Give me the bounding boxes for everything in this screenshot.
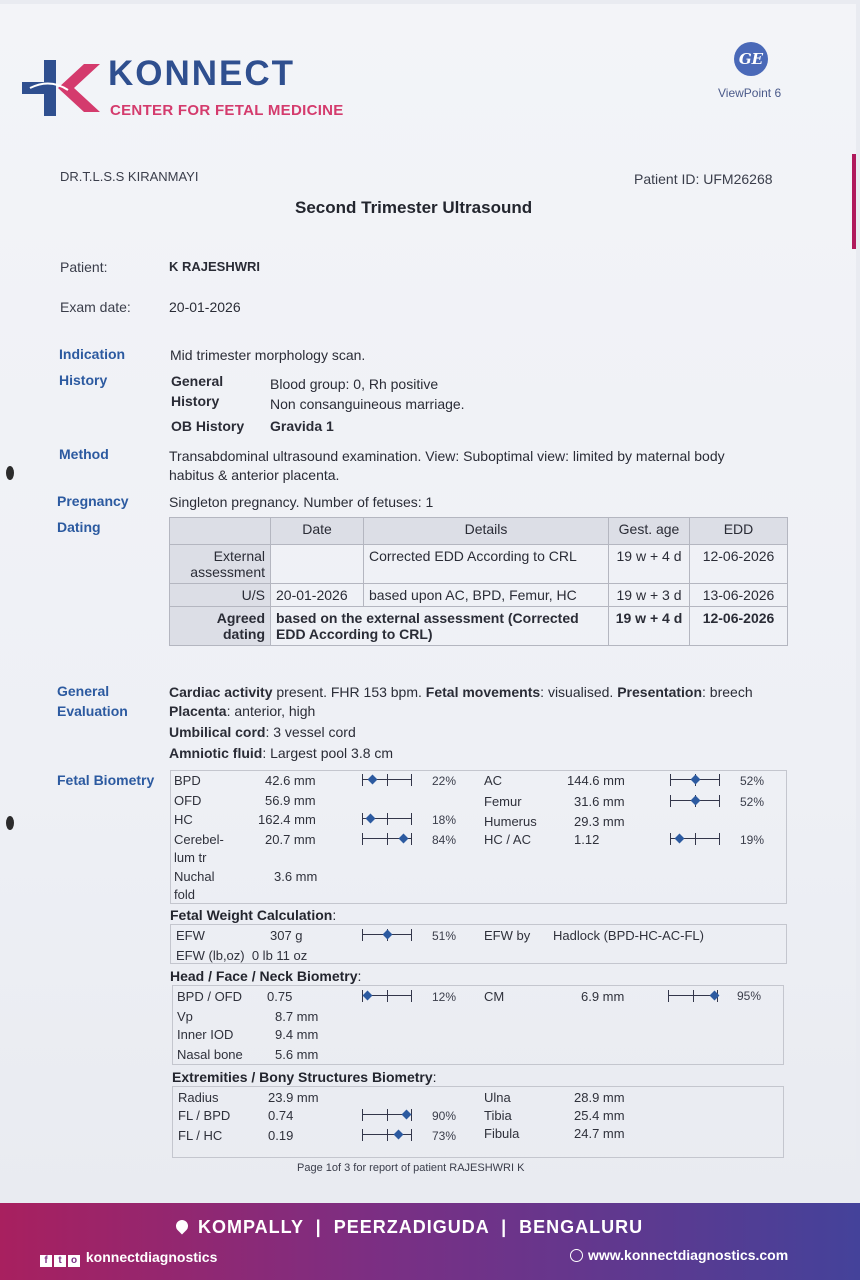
pregnancy-label: Pregnancy bbox=[57, 493, 129, 509]
gauge-marker bbox=[691, 796, 701, 806]
fl-hc-gauge bbox=[362, 1129, 412, 1141]
fluid-text: : Largest pool 3.8 cm bbox=[262, 745, 394, 761]
facebook-icon: f bbox=[40, 1255, 52, 1267]
fl-bpd-gauge bbox=[362, 1109, 412, 1121]
fibula-label: Fibula bbox=[484, 1126, 520, 1141]
hc-gauge bbox=[362, 813, 412, 825]
method-label: Method bbox=[59, 446, 109, 462]
row-label-line: dating bbox=[223, 626, 265, 642]
page-edge-accent bbox=[852, 154, 856, 249]
gauge-tick bbox=[411, 833, 412, 845]
gauge-marker bbox=[363, 991, 373, 1001]
exam-date-label: Exam date: bbox=[60, 299, 131, 315]
cerebellum-gauge bbox=[362, 833, 412, 845]
globe-icon bbox=[570, 1249, 583, 1262]
gauge-tick bbox=[670, 795, 671, 807]
bpd-label: BPD bbox=[174, 773, 201, 788]
row-date bbox=[271, 545, 364, 584]
cerebellum-label: Cerebel- bbox=[174, 832, 224, 847]
placenta-label: Placenta bbox=[169, 703, 227, 719]
gauge-tick bbox=[387, 990, 388, 1002]
gauge-marker bbox=[402, 1110, 412, 1120]
vp-value: 8.7 mm bbox=[275, 1009, 319, 1024]
cord-text: : 3 vessel cord bbox=[265, 724, 356, 740]
ob-history-value: Gravida 1 bbox=[270, 418, 334, 434]
movements-text: : visualised. bbox=[540, 684, 618, 700]
gauge-tick bbox=[670, 833, 671, 845]
tibia-value: 25.4 mm bbox=[574, 1108, 625, 1123]
efw-gauge bbox=[362, 929, 412, 941]
row-ga: 19 w + 3 d bbox=[609, 584, 690, 607]
method-line-2: habitus & anterior placenta. bbox=[169, 467, 340, 483]
konnect-logo-icon bbox=[22, 60, 102, 116]
fl-bpd-value: 0.74 bbox=[268, 1108, 294, 1123]
social-handle bbox=[40, 1249, 217, 1267]
row-date: 20-01-2026 bbox=[271, 584, 364, 607]
cardiac-text: present. FHR 153 bpm. bbox=[272, 684, 426, 700]
gauge-marker bbox=[382, 930, 392, 940]
ulna-value: 28.9 mm bbox=[574, 1090, 625, 1105]
row-details: based upon AC, BPD, Femur, HC bbox=[364, 584, 609, 607]
table-header: Details bbox=[364, 518, 609, 545]
instagram-icon: o bbox=[68, 1255, 80, 1267]
fetal-weight-heading bbox=[170, 907, 336, 923]
gauge-marker bbox=[393, 1130, 403, 1140]
heading-colon: : bbox=[332, 907, 337, 923]
row-details: based on the external assessment (Corrected EDD According to CRL) bbox=[271, 607, 609, 646]
cm-gauge bbox=[668, 990, 718, 1002]
ob-history-label: OB History bbox=[171, 418, 245, 434]
dating-label: Dating bbox=[57, 519, 101, 535]
device-name: ViewPoint 6 bbox=[718, 86, 782, 100]
table-row bbox=[170, 584, 788, 607]
bpd-percentile: 22% bbox=[432, 774, 457, 788]
head-face-heading bbox=[170, 968, 361, 984]
heading-colon: : bbox=[432, 1069, 437, 1085]
efw-by-value: Hadlock (BPD-HC-AC-FL) bbox=[553, 928, 704, 943]
humerus-value: 29.3 mm bbox=[574, 814, 625, 829]
vp-label: Vp bbox=[177, 1009, 193, 1024]
gauge-marker bbox=[399, 834, 409, 844]
ge-logo-icon: GE bbox=[734, 42, 768, 76]
website-link[interactable]: www.konnectdiagnostics.com bbox=[588, 1247, 789, 1263]
table-header-row bbox=[170, 518, 788, 545]
locations-text: KOMPALLY | PEERZADIGUDA | BENGALURU bbox=[198, 1217, 644, 1237]
fl-hc-label: FL / HC bbox=[178, 1128, 223, 1143]
fl-bpd-label: FL / BPD bbox=[178, 1108, 231, 1123]
table-header bbox=[170, 518, 271, 545]
table-header: EDD bbox=[690, 518, 788, 545]
fibula-value: 24.7 mm bbox=[574, 1126, 625, 1141]
fluid-label: Amniotic fluid bbox=[169, 745, 263, 761]
fetal-weight-heading-text: Fetal Weight Calculation bbox=[170, 907, 333, 923]
radius-label: Radius bbox=[178, 1090, 219, 1105]
hcac-value: 1.12 bbox=[574, 832, 600, 847]
cord-label: Umbilical cord bbox=[169, 724, 266, 740]
gauge-tick bbox=[362, 1109, 363, 1121]
placenta-line bbox=[169, 703, 315, 719]
gauge-tick bbox=[411, 774, 412, 786]
bpd-value: 42.6 mm bbox=[265, 773, 316, 788]
cerebellum-label-2: lum tr bbox=[174, 850, 207, 865]
row-label: U/S bbox=[170, 584, 271, 607]
cm-label: CM bbox=[484, 989, 505, 1004]
report-title: Second Trimester Ultrasound bbox=[295, 198, 533, 217]
cerebellum-percentile: 84% bbox=[432, 833, 457, 847]
femur-gauge bbox=[670, 795, 720, 807]
dating-table bbox=[169, 517, 788, 646]
gauge-marker bbox=[691, 775, 701, 785]
gauge-tick bbox=[411, 929, 412, 941]
bpd-ofd-value: 0.75 bbox=[267, 989, 293, 1004]
gauge-tick bbox=[670, 774, 671, 786]
logo-subtitle: CENTER FOR FETAL MEDICINE bbox=[110, 102, 344, 119]
ofd-label: OFD bbox=[174, 793, 202, 808]
hc-percentile: 18% bbox=[432, 813, 457, 827]
patient-name: K RAJESHWRI bbox=[169, 259, 261, 274]
cm-value: 6.9 mm bbox=[581, 989, 625, 1004]
gauge-tick bbox=[387, 1109, 388, 1121]
gauge-tick bbox=[719, 774, 720, 786]
row-label-line: External bbox=[213, 548, 265, 564]
patient-id: Patient ID: UFM26268 bbox=[634, 171, 773, 187]
presentation-label: Presentation bbox=[617, 684, 703, 700]
gauge-tick bbox=[387, 774, 388, 786]
efw-lb-oz: EFW (lb,oz) 0 lb 11 oz bbox=[176, 948, 308, 963]
gauge-tick bbox=[411, 1109, 412, 1121]
twitter-icon: t bbox=[54, 1255, 66, 1267]
gauge-tick bbox=[387, 1129, 388, 1141]
gauge-tick bbox=[362, 1129, 363, 1141]
pregnancy-value: Singleton pregnancy. Number of fetuses: 1 bbox=[169, 494, 434, 510]
gauge-tick bbox=[362, 774, 363, 786]
gauge-marker bbox=[366, 814, 376, 824]
hcac-label: HC / AC bbox=[484, 832, 531, 847]
bpd-gauge bbox=[362, 774, 412, 786]
punch-hole bbox=[6, 816, 14, 830]
doctor-name: DR.T.L.S.S KIRANMAYI bbox=[60, 169, 199, 184]
fl-hc-value: 0.19 bbox=[268, 1128, 294, 1143]
efw-value: 307 g bbox=[270, 928, 303, 943]
gauge-tick bbox=[668, 990, 669, 1002]
nasal-bone-label: Nasal bone bbox=[177, 1047, 243, 1062]
ac-value: 144.6 mm bbox=[567, 773, 625, 788]
bpd-ofd-gauge bbox=[362, 990, 412, 1002]
gauge-tick bbox=[362, 833, 363, 845]
table-header: Date bbox=[271, 518, 364, 545]
presentation-text: : breech bbox=[702, 684, 753, 700]
gauge-tick bbox=[693, 990, 694, 1002]
efw-by-label: EFW by bbox=[484, 928, 531, 943]
row-label-line: Agreed bbox=[216, 610, 265, 626]
movements-label: Fetal movements bbox=[425, 684, 541, 700]
method-line-1: Transabdominal ultrasound examination. View: Suboptimal view: limited by maternal body bbox=[169, 448, 725, 464]
ulna-label: Ulna bbox=[484, 1090, 511, 1105]
gauge-tick bbox=[719, 833, 720, 845]
indication-label: Indication bbox=[59, 346, 126, 362]
location-pin-icon bbox=[174, 1218, 191, 1235]
bpd-ofd-label: BPD / OFD bbox=[177, 989, 243, 1004]
gauge-marker bbox=[674, 834, 684, 844]
femur-percentile: 52% bbox=[740, 795, 765, 809]
nuchal-label: Nuchal bbox=[174, 869, 215, 884]
row-edd: 12-06-2026 bbox=[690, 545, 788, 584]
row-ga: 19 w + 4 d bbox=[609, 545, 690, 584]
website bbox=[570, 1247, 788, 1263]
row-edd: 13-06-2026 bbox=[690, 584, 788, 607]
table-header: Gest. age bbox=[609, 518, 690, 545]
marriage-history: Non consanguineous marriage. bbox=[270, 396, 465, 412]
radius-value: 23.9 mm bbox=[268, 1090, 319, 1105]
footer-banner bbox=[0, 1203, 860, 1280]
fl-bpd-percentile: 90% bbox=[432, 1109, 457, 1123]
general-eval-label-2: Evaluation bbox=[57, 703, 128, 719]
ac-percentile: 52% bbox=[740, 774, 765, 788]
row-edd: 12-06-2026 bbox=[690, 607, 788, 646]
gauge-marker bbox=[368, 775, 378, 785]
cm-percentile: 95% bbox=[737, 989, 762, 1003]
cardiac-line bbox=[169, 684, 753, 700]
extremities-heading bbox=[172, 1069, 437, 1085]
row-ga: 19 w + 4 d bbox=[609, 607, 690, 646]
humerus-label: Humerus bbox=[484, 814, 537, 829]
logo-wordmark: KONNECT bbox=[108, 54, 296, 93]
inner-iod-value: 9.4 mm bbox=[275, 1027, 319, 1042]
table-row bbox=[170, 545, 788, 584]
cerebellum-value: 20.7 mm bbox=[265, 832, 316, 847]
nuchal-value: 3.6 mm bbox=[274, 869, 318, 884]
table-row bbox=[170, 607, 788, 646]
gauge-tick bbox=[362, 813, 363, 825]
inner-iod-label: Inner IOD bbox=[177, 1027, 234, 1042]
social-handle-text: konnectdiagnostics bbox=[85, 1249, 218, 1265]
ac-label: AC bbox=[484, 773, 503, 788]
cord-line bbox=[169, 724, 356, 740]
femur-value: 31.6 mm bbox=[574, 794, 625, 809]
row-label bbox=[170, 607, 271, 646]
gauge-tick bbox=[695, 833, 696, 845]
gauge-tick bbox=[362, 929, 363, 941]
extremities-heading-text: Extremities / Bony Structures Biometry bbox=[172, 1069, 433, 1085]
gauge-tick bbox=[411, 813, 412, 825]
gauge-tick bbox=[387, 813, 388, 825]
bpd-ofd-percentile: 12% bbox=[432, 990, 457, 1004]
patient-label: Patient: bbox=[60, 259, 108, 275]
row-label-line: assessment bbox=[190, 564, 265, 580]
page-footer-note: Page 1of 3 for report of patient RAJESHWRI K bbox=[297, 1162, 525, 1174]
row-details: Corrected EDD According to CRL bbox=[364, 545, 609, 584]
head-face-heading-text: Head / Face / Neck Biometry bbox=[170, 968, 358, 984]
hc-label: HC bbox=[174, 812, 193, 827]
efw-percentile: 51% bbox=[432, 929, 457, 943]
exam-date-value: 20-01-2026 bbox=[169, 299, 241, 315]
femur-label: Femur bbox=[484, 794, 522, 809]
hcac-gauge bbox=[670, 833, 720, 845]
blood-group: Blood group: 0, Rh positive bbox=[270, 376, 439, 392]
fluid-line bbox=[169, 745, 393, 761]
heading-colon: : bbox=[357, 968, 362, 984]
locations-line bbox=[176, 1217, 643, 1238]
general-history-label-2: History bbox=[171, 393, 220, 409]
ofd-value: 56.9 mm bbox=[265, 793, 316, 808]
row-label bbox=[170, 545, 271, 584]
placenta-text: : anterior, high bbox=[226, 703, 316, 719]
report-page bbox=[0, 4, 856, 1280]
hcac-percentile: 19% bbox=[740, 833, 765, 847]
history-label: History bbox=[59, 372, 108, 388]
fl-hc-percentile: 73% bbox=[432, 1129, 457, 1143]
ac-gauge bbox=[670, 774, 720, 786]
efw-label: EFW bbox=[176, 928, 205, 943]
indication-value: Mid trimester morphology scan. bbox=[170, 347, 366, 363]
fetal-biometry-label: Fetal Biometry bbox=[57, 772, 155, 788]
extremities-box bbox=[172, 1086, 784, 1158]
punch-hole bbox=[6, 466, 14, 480]
tibia-label: Tibia bbox=[484, 1108, 512, 1123]
gauge-tick bbox=[411, 990, 412, 1002]
gauge-tick bbox=[411, 1129, 412, 1141]
nasal-bone-value: 5.6 mm bbox=[275, 1047, 319, 1062]
nuchal-label-2: fold bbox=[174, 887, 195, 902]
gauge-tick bbox=[719, 795, 720, 807]
hc-value: 162.4 mm bbox=[258, 812, 316, 827]
cardiac-label: Cardiac activity bbox=[169, 684, 273, 700]
general-history-label: General bbox=[171, 373, 224, 389]
gauge-tick bbox=[387, 833, 388, 845]
general-eval-label: General bbox=[57, 683, 110, 699]
